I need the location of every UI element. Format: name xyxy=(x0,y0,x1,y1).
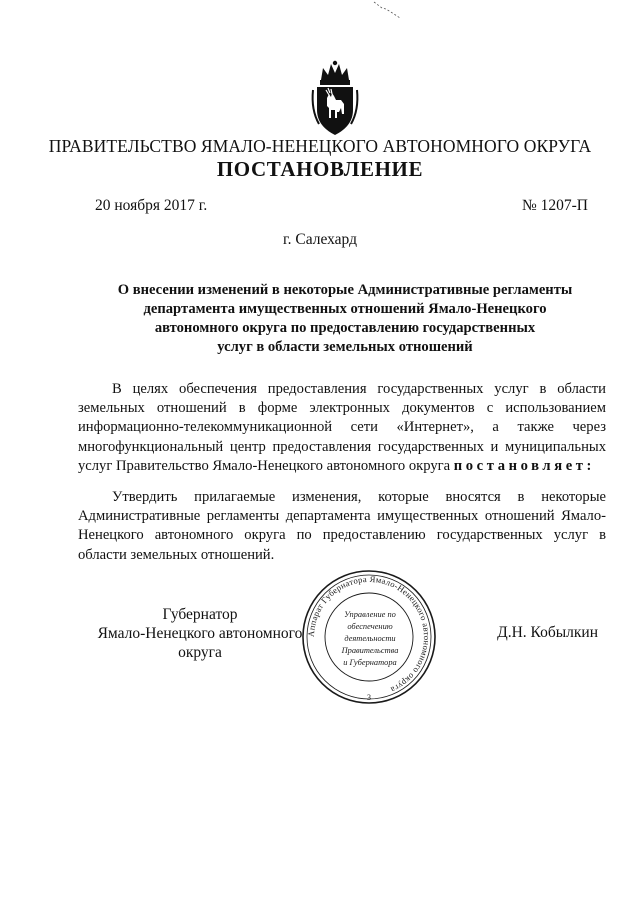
paragraph-line: В целях обеспечения предоставления государственных услуг в области xyxy=(112,381,606,397)
stamp-inner-line: обеспечению xyxy=(347,622,393,631)
paragraph-line: Утвердить прилагаемые изменения, которые вносятся в некоторые xyxy=(112,489,606,505)
paragraph-line: многофункциональный центр предоставления государственных и муниципальных xyxy=(78,438,606,455)
paragraph-line: земельных отношений в форме электронных документов с использованием xyxy=(78,400,606,417)
body-paragraph-1 xyxy=(78,380,606,476)
title-line: автономного округа по предоставлению государственных xyxy=(154,320,536,336)
stamp-inner-line: и Губернатора xyxy=(343,658,397,667)
document-number: № 1207-П xyxy=(521,197,588,214)
resolution-keyword: постановляет: xyxy=(453,457,596,474)
document-type: ПОСТАНОВЛЕНИЕ xyxy=(216,157,424,181)
paragraph-line-final xyxy=(78,457,606,476)
document-date: 20 ноября 2017 г. xyxy=(95,197,208,214)
stamp-ring-text: Аппарат Губернатора Ямало-Ненецкого автономного округа xyxy=(305,573,433,696)
stamp-inner-line: Управление по xyxy=(344,610,396,619)
paragraph-line: Административные регламенты департамента имущественных отношений Ямало- xyxy=(78,508,606,525)
official-stamp xyxy=(300,568,438,706)
title-line: услуг в области земельных отношений xyxy=(217,339,473,355)
signatory-name: Д.Н. Кобылкин xyxy=(497,624,598,641)
body-paragraph-2 xyxy=(78,488,606,565)
signatory-position xyxy=(80,605,320,662)
government-name: ПРАВИТЕЛЬСТВО ЯМАЛО-НЕНЕЦКОГО АВТОНОМНОГО ОКРУГА xyxy=(48,136,592,156)
paragraph-line: Ненецкого автономного округа по предоставлению государственных услуг в xyxy=(78,527,606,544)
paragraph-line: области земельных отношений. xyxy=(78,546,275,563)
scan-artifact-mark xyxy=(372,0,402,20)
position-line: Ямало-Ненецкого автономного округа xyxy=(97,625,303,661)
title-line: О внесении изменений в некоторые Административные регламенты xyxy=(117,282,573,298)
document-title xyxy=(95,281,595,357)
paragraph-line: информационно-телекоммуникационной сети «Интернет», а также через xyxy=(78,419,606,436)
document-city: г. Салехард xyxy=(283,231,357,248)
title-line: департамента имущественных отношений Ямало-Ненецкого xyxy=(143,301,547,317)
stamp-number: 3 xyxy=(367,693,371,702)
paragraph-line-text: услуг Правительство Ямало-Ненецкого автономного округа xyxy=(78,457,451,474)
position-line: Губернатор xyxy=(162,606,238,623)
stamp-inner-line: деятельности xyxy=(344,634,396,643)
coat-of-arms-icon xyxy=(309,60,361,138)
stamp-inner-line: Правительства xyxy=(341,646,399,655)
